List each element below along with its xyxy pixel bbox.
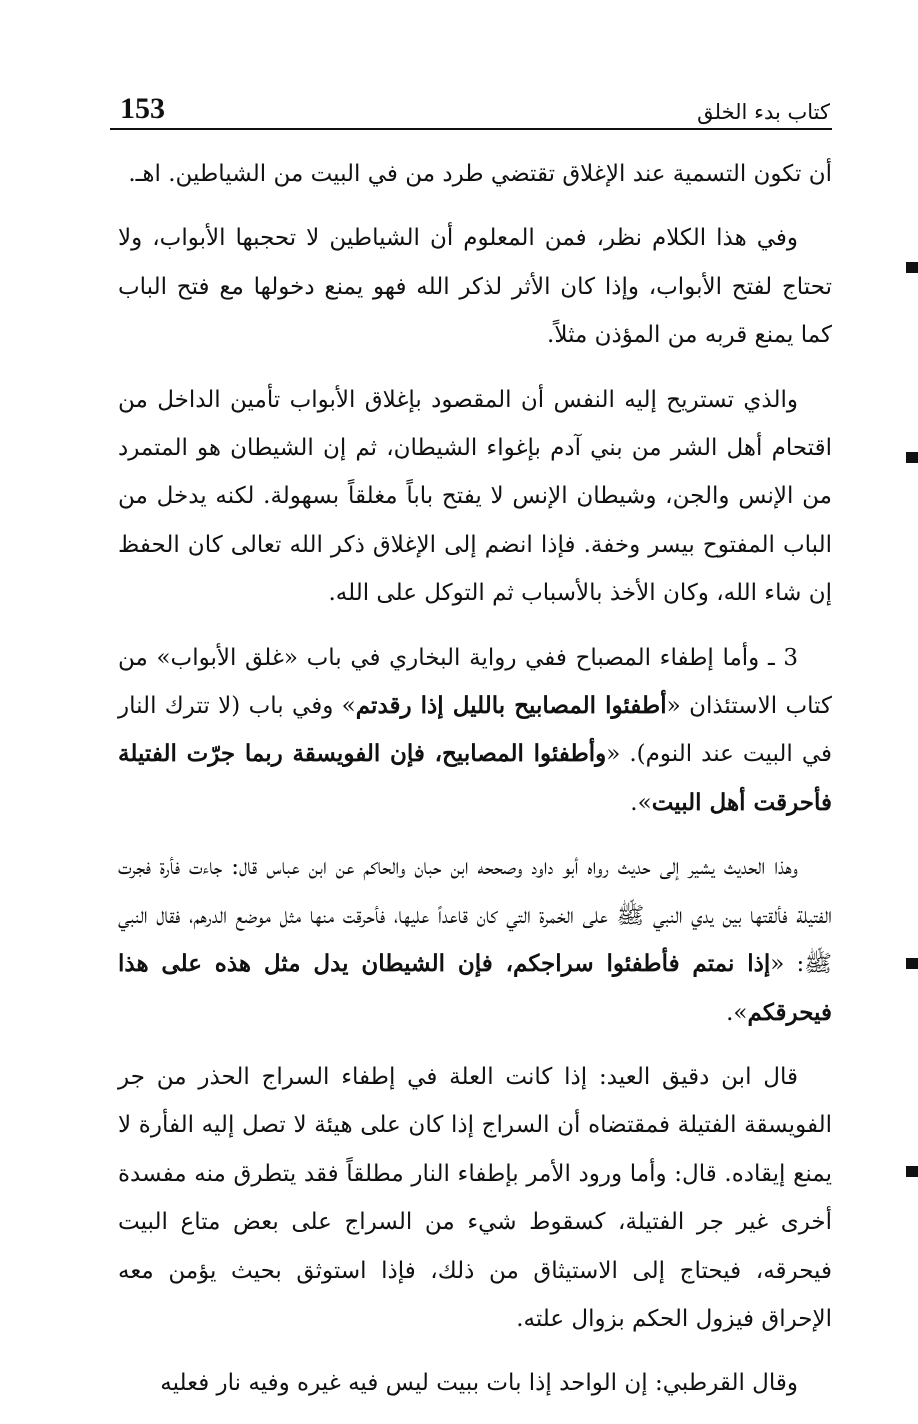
paragraph-text: وقال القرطبي: إن الواحد إذا بات ببيت ليس فيه غيره وفيه نار فعليه bbox=[160, 1370, 798, 1397]
hadith-quote: إذا نمتم فأطفئوا سراجكم، فإن الشيطان يدل مثل هذه على هذا فيحرقكم bbox=[118, 950, 832, 1026]
paragraph-text: ». bbox=[726, 999, 748, 1026]
margin-mark bbox=[906, 262, 918, 273]
margin-mark bbox=[906, 958, 918, 969]
paragraph-text: قال ابن دقيق العيد: إذا كانت العلة في إطفاء السراج الحذر من جر الفويسقة الفتيلة فمقتضاه أن السراج إذا كان على هيئة لا تصل إليه الفأرة لا يمنع إيقاده. قال: وأما ورود الأمر بإطفاء النار مطلقاً فقد يتطرق منه مفسدة أخرى غير جر الفتيلة، كسقوط شيء من السراج على بعض متاع البيت فيحرقه، فيحتاج إلى الاستيثاق من ذلك، فإذا استوثق بحيث يؤمن معه الإحراق فيزول الحكم بزوال علته. bbox=[118, 1063, 832, 1332]
paragraph-text: وفي هذا الكلام نظر، فمن المعلوم أن الشياطين لا تحجبها الأبواب، ولا تحتاج لفتح الأبواب، وإذا كان الأثر لذكر الله فهو يمنع دخولها مع فتح الباب كما يمنع قربه من المؤذن مثلاً. bbox=[118, 225, 832, 349]
body-text bbox=[118, 150, 832, 1424]
paragraph-text: ». bbox=[630, 789, 652, 816]
margin-mark bbox=[906, 1166, 918, 1177]
header-rule bbox=[110, 128, 832, 130]
margin-mark bbox=[906, 452, 918, 463]
paragraph-4 bbox=[118, 634, 832, 828]
paragraph-7 bbox=[118, 1359, 832, 1407]
page-number: 153 bbox=[120, 92, 165, 125]
paragraph-5 bbox=[118, 843, 832, 1037]
paragraph-2 bbox=[118, 214, 832, 359]
paragraph-text: » وفي باب (لا تترك النار في البيت عند النوم). « bbox=[118, 693, 832, 768]
hadith-quote: وأطفئوا المصابيح، فإن الفويسقة ربما جرّت الفتيلة فأحرقت أهل البيت bbox=[118, 740, 832, 816]
paragraph-text: والذي تستريح إليه النفس أن المقصود بإغلاق الأبواب تأمين الداخل من اقتحام أهل الشر من بني آدم بإغواء الشيطان، ثم إن الشيطان هو المتمرد من الإنس والجن، وشيطان الإنس لا يفتح باباً مغلقاً بسهولة. لكنه يدخل من الباب المفتوح بيسر وخفة. فإذا انضم إلى الإغلاق ذكر الله تعالى كان الحفظ إن شاء الله، وكان الأخذ بالأسباب ثم التوكل على الله. bbox=[118, 386, 832, 607]
paragraph-text: 3 ـ وأما إطفاء المصباح ففي رواية البخاري في باب «غلق الأبواب» من كتاب الاستئذان « bbox=[118, 644, 832, 720]
paragraph-text: أن تكون التسمية عند الإغلاق تقتضي طرد من في البيت من الشياطين. اهـ. bbox=[128, 161, 832, 187]
paragraph-1 bbox=[118, 150, 832, 198]
paragraph-3 bbox=[118, 376, 832, 618]
paragraph-text: وهذا الحديث يشير إلى حديث رواه أبو داود وصححه ابن حبان والحاكم عن ابن عباس قال: جاءت فأرة فجرت الفتيلة فألقتها بين يدي النبي ﷺ على الخمرة التي كان قاعداً عليها، فأحرقت منها مثل موضع الدرهم، فقال النبي ﷺ: « bbox=[118, 854, 832, 978]
paragraph-6 bbox=[118, 1053, 832, 1343]
running-title: كتاب بدء الخلق bbox=[697, 100, 830, 124]
hadith-quote: أطفئوا المصابيح بالليل إذا رقدتم bbox=[355, 692, 667, 720]
